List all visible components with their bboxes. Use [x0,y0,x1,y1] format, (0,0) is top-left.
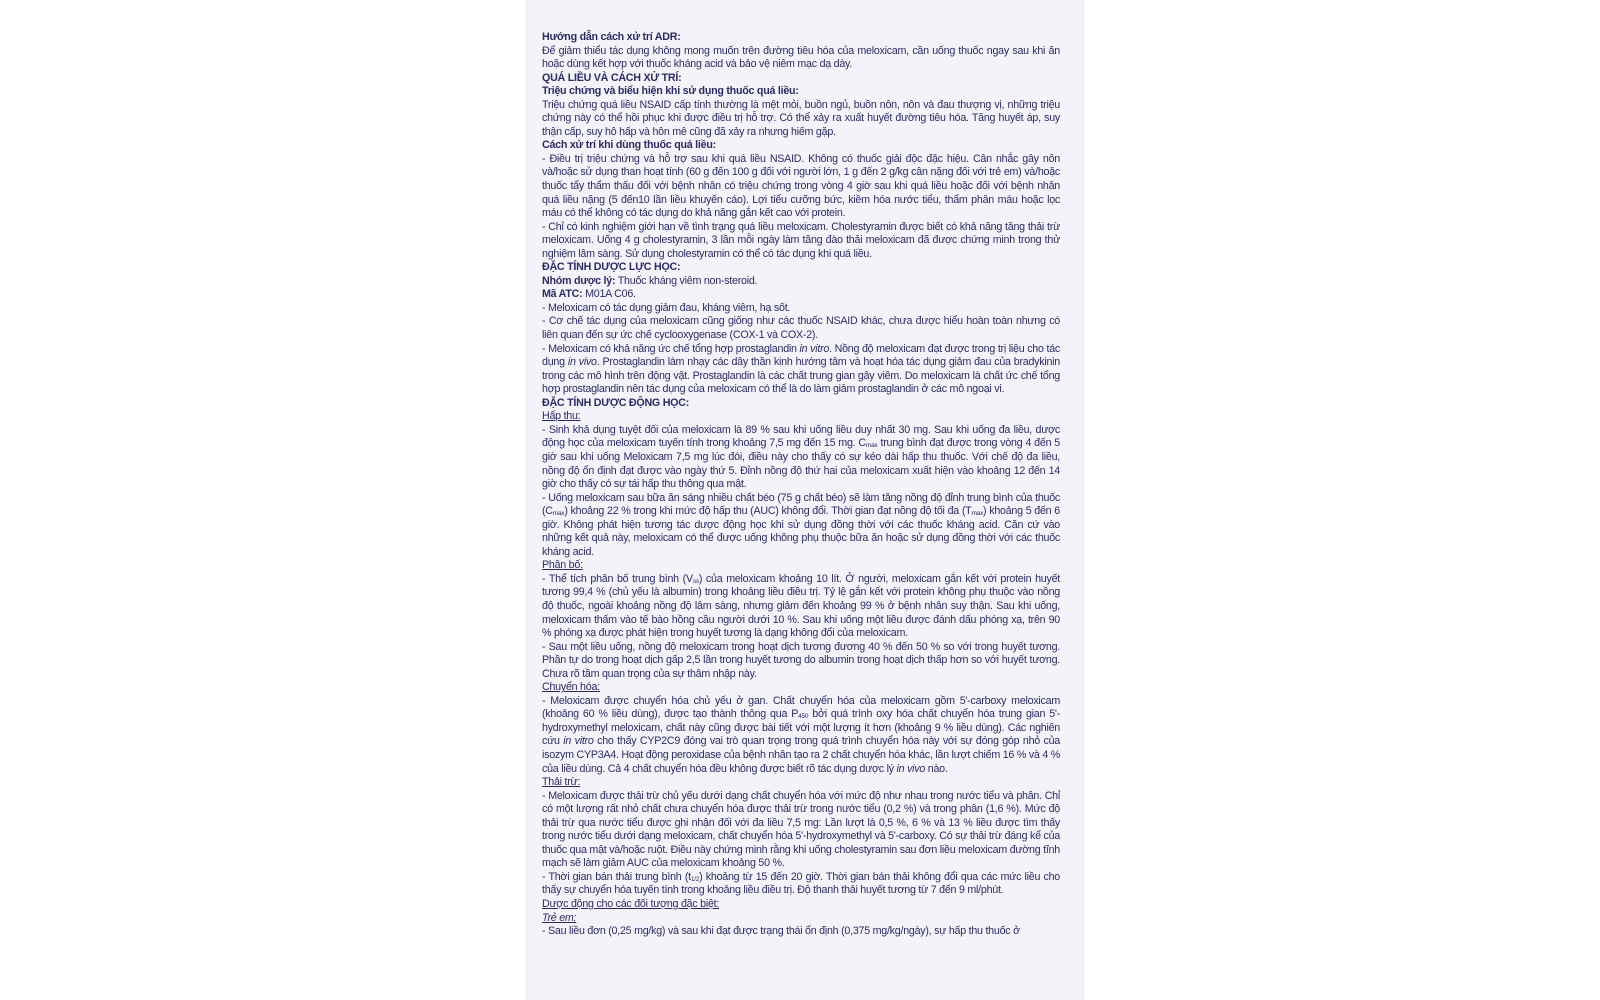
subscript: 450 [798,713,809,721]
children-item: - Sau liều đơn (0,25 mg/kg) và sau khi đạt được trạng thái ổn định (0,375 mg/kg/ngày), sự hấp thu thuốc ở [542,925,1020,938]
pharmacological-group-label: Nhóm dược lý: [542,274,616,287]
in-vitro-term: in vitro [563,735,594,748]
pharmacodynamics-item: - Meloxicam có khả năng ức chế tổng hợp prostaglandin in vitro. Nồng độ meloxicam đạt được trong trị liệu cho tác dụng in vivo. Prostaglandin làm nhạy các dây thần kinh hướng tâm và hoạt hóa tác dụng giảm đau của bradykinin trong các mô hình trên động vật. Prostaglandin là các chất trung gian gây viêm. Do meloxicam là chất ức chế tổng hợp prostaglandin nên tác dụng của meloxicam có thể là do làm giảm prostaglandin ở các mô ngoại vi. [542,342,1061,396]
elimination-heading: Thải trừ: [542,776,581,789]
overdose-symptoms-heading: Triệu chứng và biểu hiện khi sử dụng thuốc quá liều: [542,85,799,98]
subscript: 1/2 [690,875,700,883]
pharmacological-group [542,275,1060,289]
in-vivo-term: in vivo [567,356,597,369]
subscript: ss [692,577,699,585]
distribution-heading: Phân bố: [542,559,583,572]
atc-code-value: M01A C06. [582,288,636,301]
overdose-heading: QUÁ LIỀU VÀ CÁCH XỬ TRÍ: [542,71,682,84]
metabolism-item: - Meloxicam được chuyển hóa chủ yếu ở gan. Chất chuyển hóa của meloxicam gồm 5'-carboxy meloxicam (khoảng 60 % liều dùng), được tạo thành thông qua $P_{450}$ bởi quá trình oxy hóa chất chuyển hóa trung gian 5'-hydroxymethyl meloxicam, chất này cũng được bài tiết với một lượng ít hơn (khoảng 9 % liều dùng). Các nghiên cứu in vitro cho thấy CYP2C9 đóng vai trò quan trọng trong quá trình chuyển hóa này với sự đóng góp nhỏ của isozym CYP3A4. Hoạt động peroxidase của bệnh nhân tạo ra 2 chất chuyển hóa khác, lần lượt chiếm 16 % và 4 % của liều dùng. Cả 4 chất chuyển hóa đều không được biết rõ tác dụng dược lý in vivo nào. [542,694,1061,775]
atc-code-label: Mã ATC: [542,288,583,301]
in-vivo-term: in vivo [896,762,926,775]
elimination-item: - Thời gian bán thải trung bình $(t_{1/2})$ khoảng từ 15 đến 20 giờ. Thời gian bán thải không đổi qua các mức liều cho thấy sự chuyển hóa tuyến tính trong khoảng liều điều trị. Độ thanh thải huyết tương từ 7 đến 9 ml/phút. [542,870,1060,897]
overdose-treatment-item: - Điều trị triệu chứng và hỗ trợ sau khi quá liều NSAID. Không có thuốc giải độc đặc hiệu. Cân nhắc gây nôn và/hoặc sử dụng than hoạt tính (60 g đến 100 g đối với người lớn, 1 g đến 2 g/kg cân nặng đối với trẻ em) và/hoặc thuốc tẩy thẩm thấu đối với bệnh nhân có triệu chứng trong vòng 4 giờ sau khi quá liều hoặc đối với bệnh nhân quá liều nặng (5 đến10 lần liều khuyến cáo). Lợi tiểu cưỡng bức, kiềm hóa nước tiểu, thẩm phân máu hoặc lọc máu có thể không có tác dụng do khả năng gắn kết cao với protein. [542,152,1060,220]
elimination-item: - Meloxicam được thải trừ chủ yếu dưới dạng chất chuyển hóa với mức độ như nhau trong nước tiểu và phân. Chỉ có một lượng rất nhỏ chất chưa chuyển hóa được thải trừ trong nước tiểu (0,2 %) và trong phân (1,6 %). Mức độ thải trừ qua nước tiểu được ghi nhận đối với đa liều 7,5 mg: Lần lượt là 0,5 %, 6 % và 13 % liều được tìm thấy trong nước tiểu dưới dạng meloxicam, chất chuyển hóa 5'-hydroxymethyl và 5'-carboxy. Có sự thải trừ đáng kể của thuốc qua mật và/hoặc ruột. Điều này chứng minh rằng khi uống cholestyramin sau đơn liều meloxicam đường tĩnh mạch sẽ làm giảm AUC của meloxicam khoảng 50 %. [542,789,1060,870]
pharmacodynamics-item: - Cơ chế tác dụng của meloxicam cũng giống như các thuốc NSAID khác, chưa được hiểu hoàn toàn nhưng có liên quan đến sự ức chế cyclooxygenase (COX-1 và COX-2). [542,315,1060,342]
adr-heading: Hướng dẫn cách xử trí ADR: [542,31,681,43]
metabolism-heading: Chuyển hóa: [542,681,600,694]
in-vitro-term: in vitro [799,342,830,355]
distribution-item: - Sau một liều uống, nồng độ meloxicam trong hoạt dịch tương đương 40 % đến 50 % so với trong huyết tương. Phần tự do trong hoạt dịch gấp 2,5 lần trong huyết tương do albumin trong hoạt dịch thấp hơn so với huyết tương. Chưa rõ tầm quan trọng của sự thâm nhập này. [542,640,1060,680]
leaflet-page [527,0,1083,1000]
leaflet-text-column [542,31,1060,939]
subscript: max [971,510,983,518]
pharmacodynamics-heading: ĐẶC TÍNH DƯỢC LỰC HỌC: [542,261,681,274]
overdose-treatment-item: - Chỉ có kinh nghiệm giới hạn về tình trạng quá liều meloxicam. Cholestyramin được biết có khả năng tăng thải trừ meloxicam. Uống 4 g cholestyramin, 3 lần mỗi ngày làm tăng đào thải meloxicam đã được chứng minh trong thử nghiệm lâm sàng. Sử dụng cholestyramin có thể có tác dụng khi quá liều. [542,220,1060,260]
absorption-item: - Uống meloxicam sau bữa ăn sáng nhiều chất béo (75 g chất béo) sẽ làm tăng nồng độ đỉnh trung bình của thuốc $(C_{max})$ khoảng 22 % trong khi mức độ hấp thu (AUC) không đổi. Thời gian đạt nồng độ tối đa $(T_{max})$ khoảng 5 đến 6 giờ. Không phát hiện tương tác dược động học khi sử dụng đồng thời với các thuốc kháng acid. Căn cứ vào những kết quả này, meloxicam có thể được uống không phụ thuộc bữa ăn hoặc sử dụng đồng thời với các thuốc kháng acid. [542,491,1060,558]
absorption-item: - Sinh khả dụng tuyệt đối của meloxicam là 89 % sau khi uống liều duy nhất 30 mg. Sau khi uống đa liều, dược động học của meloxicam tuyến tính trong khoảng 7,5 mg đến 15 mg. $C_{max}$ trung bình đạt được trong vòng 4 đến 5 giờ sau khi uống Meloxicam 7,5 mg lúc đói, điều này cho thấy có sự kéo dài hấp thu thuốc. Với chế độ đa liều, nồng độ ổn định đạt được vào ngày thứ 5. Đỉnh nồng độ thứ hai của meloxicam xuất hiện vào khoảng 12 đến 14 giờ cho thấy có sự tái hấp thu thông qua mật. [542,423,1060,491]
absorption-heading: Hấp thu: [542,410,581,423]
pharmacological-group-value: Thuốc kháng viêm non-steroid. [615,274,758,287]
distribution-item: - Thể tích phân bố trung bình $(V_{ss})$ của meloxicam khoảng 10 lít. Ở người, meloxicam gắn kết với protein huyết tương 99,4 % (chủ yếu là albumin) trong khoảng liều điều trị. Tỷ lệ gắn kết với protein không phụ thuộc vào nồng độ thuốc, ngoài khoảng nồng độ lâm sàng, nhưng giảm đến khoảng 99 % ở bệnh nhân suy thận. Sau khi uống, meloxicam thấm vào tế bào hồng cầu người dưới 10 %. Sau khi uống một liều được đánh dấu phóng xạ, trên 90 % phóng xạ được phát hiện trong huyết tương là dạng không đổi của meloxicam. [542,572,1061,640]
special-populations-heading: Dược động cho các đối tượng đặc biệt: [542,898,720,910]
children-heading: Trẻ em: [542,911,577,924]
pharmacodynamics-item: - Meloxicam có tác dụng giảm đau, kháng viêm, hạ sốt. [542,301,791,314]
overdose-treatment-heading: Cách xử trí khi dùng thuốc quá liều: [542,139,716,152]
overdose-symptoms-body: Triệu chứng quá liều NSAID cấp tính thường là mệt mỏi, buồn ngủ, buồn nôn, nôn và đau thượng vị, những triệu chứng này có thể hồi phục khi được điều trị hỗ trợ. Có thể xảy ra xuất huyết đường tiêu hóa. Tăng huyết áp, suy thận cấp, suy hô hấp và hôn mê cũng đã xảy ra nhưng hiếm gặp. [542,98,1060,138]
subscript: max [552,510,565,518]
adr-body: Để giảm thiểu tác dụng không mong muốn trên đường tiêu hóa của meloxicam, cần uống thuốc ngay sau khi ăn hoặc dùng kết hợp với thuốc kháng acid và bảo vệ niêm mạc dạ dày. [542,44,1060,71]
pharmacokinetics-heading: ĐẶC TÍNH DƯỢC ĐỘNG HỌC: [542,396,690,409]
atc-code [542,288,1060,302]
subscript: max [865,442,878,450]
